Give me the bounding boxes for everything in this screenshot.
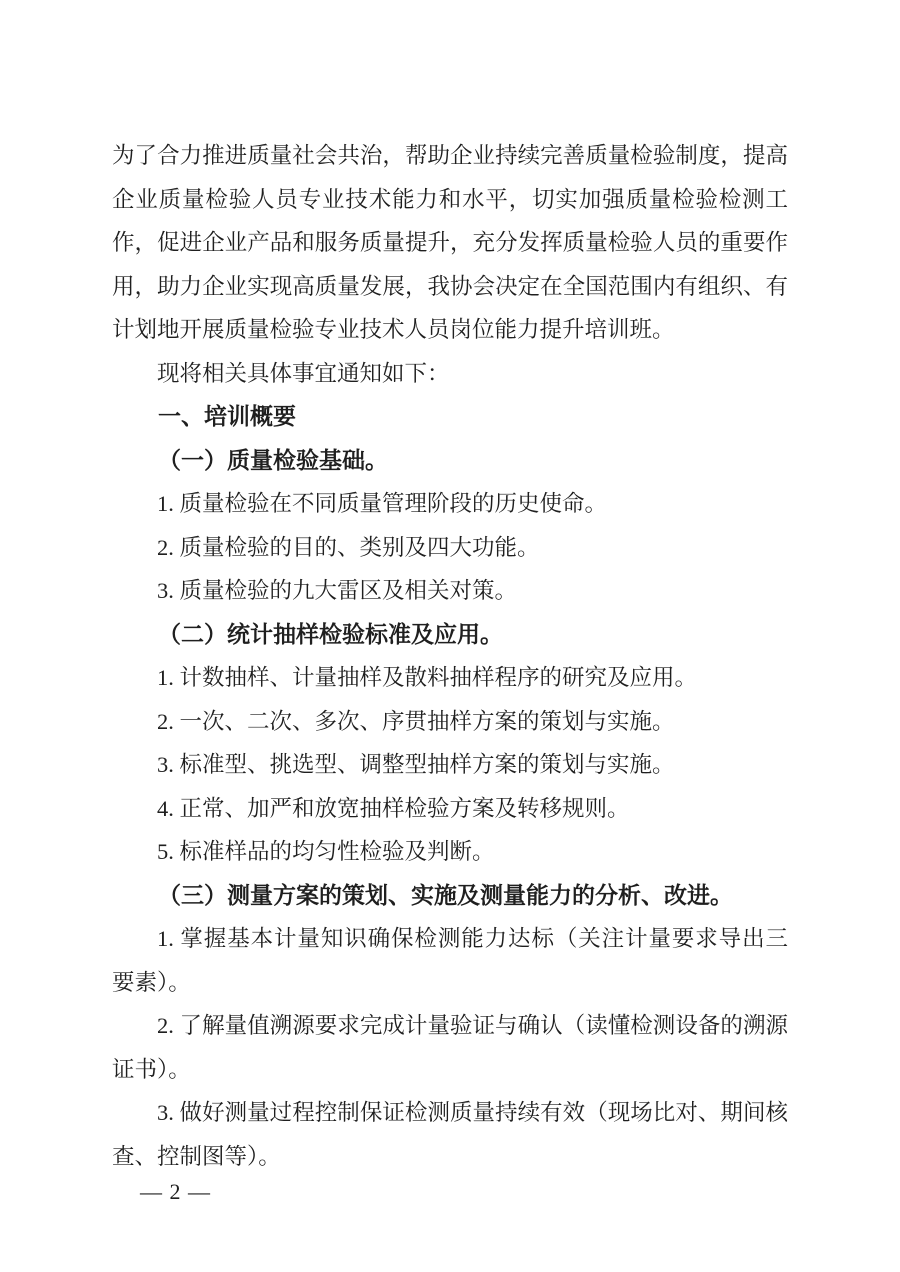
text-line: 为了合力推进质量社会共治，帮助企业持续完善质量检验制度，提高 <box>112 143 788 168</box>
text-line: 1. 质量检验在不同质量管理阶段的历史使命。 <box>157 491 608 516</box>
text-line: （三）测量方案的策划、实施及测量能力的分析、改进。 <box>158 882 733 908</box>
text-line: 现将相关具体事宜通知如下： <box>157 360 450 386</box>
text-line: 查、控制图等）。 <box>112 1143 281 1169</box>
text-line: 作，促进企业产品和服务质量提升，充分发挥质量检验人员的重要作 <box>112 230 788 255</box>
text-line: 用，助力企业实现高质量发展，我协会决定在全国范围内有组织、有 <box>112 273 788 299</box>
text-line: 3. 标准型、挑选型、调整型抽样方案的策划与实施。 <box>157 752 675 777</box>
text-line: 一、培训概要 <box>158 403 296 429</box>
block-heading-serif <box>112 874 788 918</box>
text-line: 1. 掌握基本计量知识确保检测能力达标（关注计量要求导出三 <box>157 926 788 951</box>
document-text-body <box>112 134 788 1178</box>
block-body <box>112 352 788 396</box>
text-line: （二）统计抽样检验标准及应用。 <box>158 621 503 647</box>
page-number: — 2 — <box>140 1179 211 1204</box>
block-body <box>112 134 788 352</box>
text-line: 3. 质量检验的九大雷区及相关对策。 <box>157 578 518 603</box>
text-line: （一）质量检验基础。 <box>158 447 388 473</box>
block-body <box>112 656 788 874</box>
block-heading-serif <box>112 613 788 657</box>
text-line: 1. 计数抽样、计量抽样及散料抽样程序的研究及应用。 <box>157 665 698 690</box>
text-line: 计划地开展质量检验专业技术人员岗位能力提升培训班。 <box>112 317 675 342</box>
block-body <box>112 917 788 1178</box>
text-line: 2. 一次、二次、多次、序贯抽样方案的策划与实施。 <box>157 708 675 734</box>
text-line: 要素）。 <box>112 969 191 995</box>
text-line: 证书）。 <box>112 1056 191 1082</box>
block-heading-serif <box>112 439 788 483</box>
text-line: 2. 了解量值溯源要求完成计量验证与确认（读懂检测设备的溯源 <box>157 1013 788 1038</box>
text-line: 4. 正常、加严和放宽抽样检验方案及转移规则。 <box>157 795 630 821</box>
text-line: 2. 质量检验的目的、类别及四大功能。 <box>157 534 540 560</box>
text-line: 3. 做好测量过程控制保证检测质量持续有效（现场比对、期间核 <box>157 1100 788 1125</box>
block-heading-sans <box>112 395 788 439</box>
block-body <box>112 482 788 613</box>
text-line: 5. 标准样品的均匀性检验及判断。 <box>157 839 495 864</box>
text-line: 企业质量检验人员专业技术能力和水平，切实加强质量检验检测工 <box>112 186 788 212</box>
